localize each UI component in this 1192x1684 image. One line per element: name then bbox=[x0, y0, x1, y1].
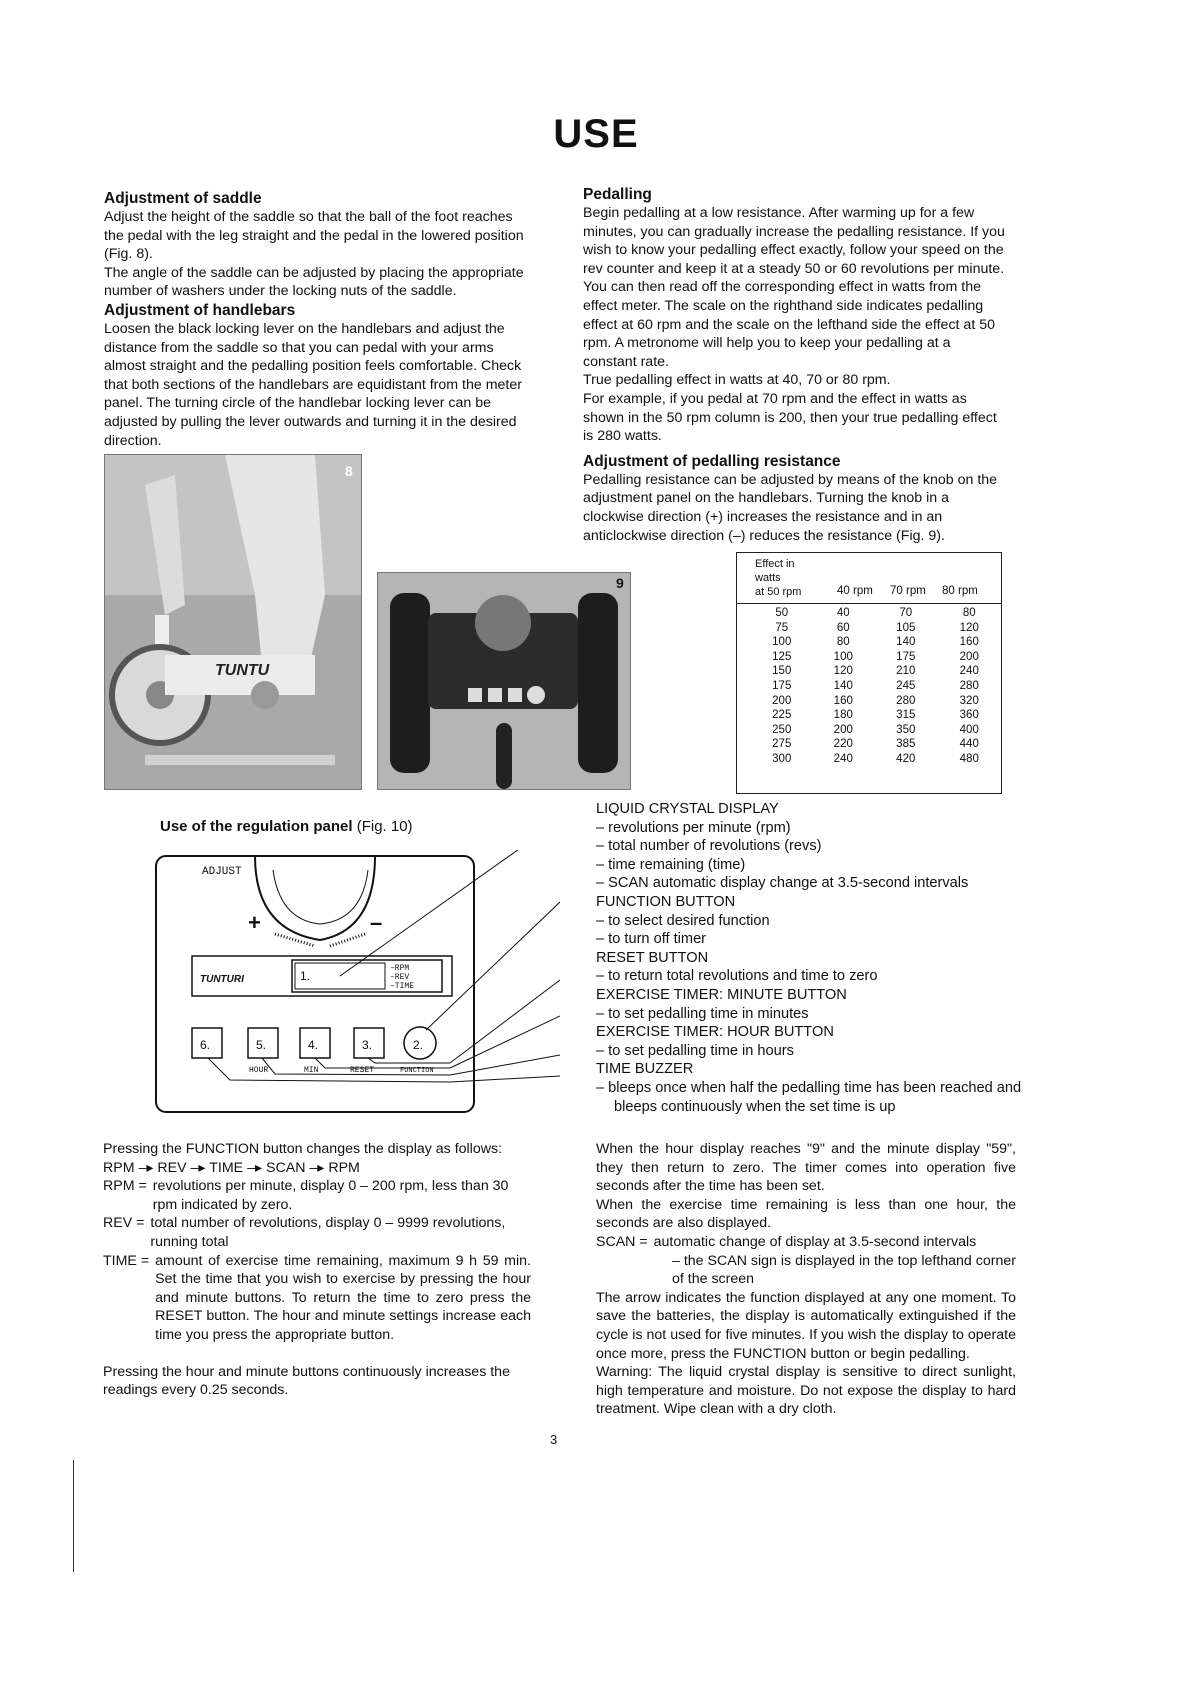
rev-key: REV = bbox=[103, 1215, 145, 1232]
handlebar-panel-illustration bbox=[378, 573, 630, 789]
exercise-bike-illustration bbox=[105, 455, 361, 789]
table-cell: 40 bbox=[836, 607, 850, 619]
header-70rpm: 70 rpm bbox=[890, 585, 926, 597]
table-cell: 75 bbox=[775, 621, 789, 634]
table-cell: 360 bbox=[959, 709, 979, 722]
timer-para-2: When the exercise time remaining is less than one hour, the seconds are also displayed. bbox=[596, 1196, 1016, 1232]
table-cell: 180 bbox=[833, 709, 853, 722]
adjust-label: ADJUST bbox=[202, 866, 242, 878]
lcd-list-line-14: – to set pedalling time in hours bbox=[596, 1042, 794, 1059]
timer-para-1: When the hour display reaches "9" and the minute display "59", they then return to zero. The timer comes into operation five seconds after the time has been set. bbox=[596, 1141, 1016, 1195]
header-40rpm: 40 rpm bbox=[837, 585, 873, 597]
effect-table bbox=[751, 606, 1001, 767]
pedalling-para-3: For example, if you pedal at 70 rpm and the effect in watts as shown in the 50 rpm column is 200, then your true pedalling effect is 280 watts. bbox=[583, 390, 997, 445]
table-cell: 200 bbox=[959, 650, 979, 663]
time-value: amount of exercise time remaining, maximum 9 h 59 min. Set the time that you wish to exercise by pressing the hour and minute buttons. To return the time to zero press the RESET button. The hour and minute settings increase each time you press the appropriate button. bbox=[155, 1252, 531, 1343]
lcd-list-line-3: – total number of revolutions (revs) bbox=[596, 838, 822, 855]
lcd-list-line-7: – to select desired function bbox=[596, 912, 770, 929]
table-cell: 275 bbox=[772, 738, 792, 751]
table-cell: 440 bbox=[959, 738, 979, 751]
table-cell: 245 bbox=[896, 679, 916, 692]
pedalling-heading: Pedalling bbox=[583, 186, 652, 203]
button-4: 4. bbox=[308, 1038, 319, 1052]
fig-8-photo bbox=[104, 454, 362, 790]
table-cell: 300 bbox=[772, 752, 792, 765]
lcd-list-line-11: EXERCISE TIMER: MINUTE BUTTON bbox=[596, 986, 847, 1003]
hour-label: HOUR bbox=[249, 1066, 269, 1075]
table-cell: 280 bbox=[896, 694, 916, 707]
lcd-list-line-2: – revolutions per minute (rpm) bbox=[596, 819, 791, 836]
lcd-legend-list bbox=[596, 800, 1026, 1116]
table-row bbox=[751, 708, 1001, 723]
lcd-list-line-5: – SCAN automatic display change at 3.5-second intervals bbox=[596, 875, 969, 892]
function-label: FUNCTION bbox=[400, 1067, 434, 1075]
table-cell: 420 bbox=[896, 752, 916, 765]
table-row bbox=[751, 723, 1001, 738]
table-cell: 60 bbox=[836, 621, 850, 634]
scan-definition bbox=[596, 1233, 1016, 1252]
lcd-list-line-9: RESET BUTTON bbox=[596, 949, 709, 966]
minus-icon: – bbox=[370, 910, 383, 935]
table-cell: 50 bbox=[775, 607, 789, 619]
lcd-number: 1. bbox=[300, 969, 311, 983]
table-row bbox=[751, 664, 1001, 679]
effect-header-line-1: Effect in bbox=[755, 558, 795, 570]
lcd-list-line-16b: bleeps continuously when the set time is up bbox=[614, 1098, 896, 1115]
lcd-list-line-4: – time remaining (time) bbox=[596, 856, 746, 873]
table-cell: 175 bbox=[896, 650, 916, 663]
hold-note: Pressing the hour and minute buttons continuously increases the readings every 0.25 seconds. bbox=[103, 1363, 510, 1399]
rpm-definition bbox=[103, 1177, 531, 1214]
table-cell: 175 bbox=[772, 679, 792, 692]
table-cell: 480 bbox=[959, 752, 979, 765]
rev-value: total number of revolutions, display 0 – 9999 revolutions, running total bbox=[150, 1215, 506, 1250]
table-cell: 400 bbox=[959, 723, 979, 736]
saddle-para-2: The angle of the saddle can be adjusted by placing the appropriate number of washers under the locking nuts of the saddle. bbox=[104, 264, 524, 300]
table-row bbox=[751, 752, 1001, 767]
table-cell: 320 bbox=[959, 694, 979, 707]
table-cell: 70 bbox=[899, 607, 913, 619]
resistance-para: Pedalling resistance can be adjusted by means of the knob on the adjustment panel on the handlebars. Turning the knob in a clockwise direction (+) increases the resistance and in an anticlockwise direction (–) reduces the resistance (Fig. 9). bbox=[583, 471, 998, 544]
regulation-fig: (Fig. 10) bbox=[356, 818, 413, 835]
saddle-section bbox=[104, 189, 528, 450]
header-80rpm: 80 rpm bbox=[942, 585, 978, 597]
regulation-heading: Use of the regulation panel bbox=[160, 818, 353, 835]
lcd-list-line-13: EXERCISE TIMER: HOUR BUTTON bbox=[596, 1024, 834, 1041]
scan-edge-line bbox=[73, 1460, 74, 1572]
table-cell: 100 bbox=[772, 636, 792, 649]
saddle-heading: Adjustment of saddle bbox=[104, 190, 262, 207]
lcd-list-line-6: FUNCTION BUTTON bbox=[596, 893, 736, 910]
pedalling-section bbox=[583, 185, 1007, 545]
table-cell: 150 bbox=[772, 665, 792, 678]
table-row bbox=[751, 635, 1001, 650]
table-row bbox=[751, 694, 1001, 709]
table-cell: 200 bbox=[833, 723, 853, 736]
time-definition bbox=[103, 1252, 531, 1345]
handlebars-heading: Adjustment of handlebars bbox=[104, 301, 296, 319]
table-cell: 250 bbox=[772, 723, 792, 736]
button-2: 2. bbox=[413, 1038, 424, 1052]
table-cell: 220 bbox=[833, 738, 853, 751]
pedalling-para-1: Begin pedalling at a low resistance. After warming up for a few minutes, you can gradually increase the pedalling resistance. If you wish to know your pedalling effect exactly, follow your speed on the rev counter and keep it at a steady 50 or 60 revolutions per minute. You can then read off the corresponding effect in watts from the effect meter. The scale on the righthand side indicates pedalling effect at 60 rpm and the scale on the lefthand side the effect at 50 rpm. A metronome will help you to keep your pedalling at a constant rate. bbox=[583, 205, 1005, 370]
table-cell: 125 bbox=[772, 650, 792, 663]
table-cell: 80 bbox=[962, 607, 976, 619]
table-cell: 240 bbox=[959, 665, 979, 678]
tunturi-brand-text: TUNTU bbox=[215, 662, 270, 679]
effect-col-header bbox=[755, 557, 801, 599]
scan-key: SCAN = bbox=[596, 1233, 648, 1250]
function-intro: Pressing the FUNCTION button changes the display as follows: bbox=[103, 1141, 503, 1157]
table-cell: 210 bbox=[896, 665, 916, 678]
rpm-value: revolutions per minute, display 0 – 200 rpm, less than 30 rpm indicated by zero. bbox=[152, 1178, 509, 1213]
table-row bbox=[751, 737, 1001, 752]
effect-header-line-2: watts bbox=[755, 572, 781, 584]
table-row bbox=[751, 621, 1001, 636]
tunturi-logo-icon: TUNTURI bbox=[200, 974, 244, 985]
table-cell: 140 bbox=[896, 636, 916, 649]
table-cell: 80 bbox=[836, 636, 850, 649]
rpm-key: RPM = bbox=[103, 1178, 147, 1195]
reset-label: RESET bbox=[350, 1066, 375, 1075]
panel-diagram bbox=[150, 850, 560, 1120]
page-title: USE bbox=[553, 112, 639, 156]
table-cell: 105 bbox=[896, 621, 916, 634]
rev-definition bbox=[103, 1214, 531, 1251]
table-cell: 280 bbox=[959, 679, 979, 692]
lcd-list-line-1: LIQUID CRYSTAL DISPLAY bbox=[596, 801, 779, 817]
timer-para-4: Warning: The liquid crystal display is sensitive to direct sunlight, high temperature and moisture. Do not expose the display to hard treatment. Wipe clean with a dry cloth. bbox=[596, 1364, 1016, 1418]
function-section bbox=[103, 1140, 531, 1400]
table-cell: 315 bbox=[896, 709, 916, 722]
handlebars-para: Loosen the black locking lever on the handlebars and adjust the distance from the saddle so that you can pedal with your arms almost straight and the pedalling position feels comfortable. Check that both sections of the handlebars are equidistant from the meter panel. The turning circle of the handlebar locking lever can be adjusted by pulling the lever outwards and turning it in the desired direction. bbox=[104, 320, 522, 449]
lcd-list-line-10: – to return total revolutions and time to zero bbox=[596, 968, 878, 985]
timer-para-3: The arrow indicates the function displayed at any one moment. To save the batteries, the display is automatically extinguished if the cycle is not used for five minutes. If you wish the display to operate once more, press the FUNCTION button or begin pedalling. bbox=[596, 1289, 1016, 1362]
table-cell: 240 bbox=[833, 752, 853, 765]
table-cell: 160 bbox=[959, 636, 979, 649]
table-cell: 350 bbox=[896, 723, 916, 736]
page-number: 3 bbox=[550, 1432, 558, 1447]
lcd-list-line-15: TIME BUZZER bbox=[596, 1061, 694, 1078]
table-row bbox=[751, 606, 1001, 621]
button-6: 6. bbox=[200, 1038, 211, 1052]
min-label: MIN bbox=[304, 1066, 319, 1075]
time-key: TIME = bbox=[103, 1252, 150, 1269]
table-cell: 160 bbox=[833, 694, 853, 707]
table-row bbox=[751, 679, 1001, 694]
lcd-time-label: –TIME bbox=[390, 982, 415, 991]
scan-value-1: automatic change of display at 3.5-second intervals bbox=[653, 1233, 977, 1250]
lcd-rpm-label: –RPM bbox=[390, 964, 410, 973]
button-3: 3. bbox=[362, 1038, 373, 1052]
effect-header-line-3: at 50 rpm bbox=[755, 586, 802, 598]
table-cell: 200 bbox=[772, 694, 792, 707]
fig-9-number: 9 bbox=[616, 575, 624, 591]
lcd-list-line-16a: – bleeps once when half the pedalling time has been reached and bbox=[596, 1079, 1022, 1096]
regulation-heading-line bbox=[160, 818, 413, 835]
saddle-para-1: Adjust the height of the saddle so that the ball of the foot reaches the pedal with the leg straight and the pedal in the lowered position (Fig. 8). bbox=[104, 209, 524, 263]
table-cell: 140 bbox=[833, 679, 853, 692]
button-5: 5. bbox=[256, 1038, 267, 1052]
table-divider bbox=[737, 603, 1001, 604]
table-cell: 120 bbox=[959, 621, 979, 634]
table-cell: 120 bbox=[833, 665, 853, 678]
table-cell: 385 bbox=[896, 738, 916, 751]
lcd-rev-label: –REV bbox=[390, 973, 410, 982]
table-row bbox=[751, 650, 1001, 665]
timer-section bbox=[596, 1140, 1016, 1419]
fig-9-photo bbox=[377, 572, 631, 790]
table-cell: 225 bbox=[772, 709, 792, 722]
fig-8-number: 8 bbox=[345, 463, 353, 479]
resistance-heading: Adjustment of pedalling resistance bbox=[583, 452, 841, 470]
effect-table-box bbox=[736, 552, 1002, 794]
regulation-panel-figure bbox=[150, 850, 560, 1120]
lcd-list-line-8: – to turn off timer bbox=[596, 931, 707, 948]
scan-value-2: – the SCAN sign is displayed in the top lefthand corner of the screen bbox=[672, 1252, 1016, 1288]
pedalling-para-2: True pedalling effect in watts at 40, 70 or 80 rpm. bbox=[583, 372, 891, 389]
plus-icon: + bbox=[248, 910, 261, 935]
lcd-list-line-12: – to set pedalling time in minutes bbox=[596, 1005, 809, 1022]
table-cell: 100 bbox=[833, 650, 853, 663]
function-cycle: RPM –▸ REV –▸ TIME –▸ SCAN –▸ RPM bbox=[103, 1159, 360, 1176]
